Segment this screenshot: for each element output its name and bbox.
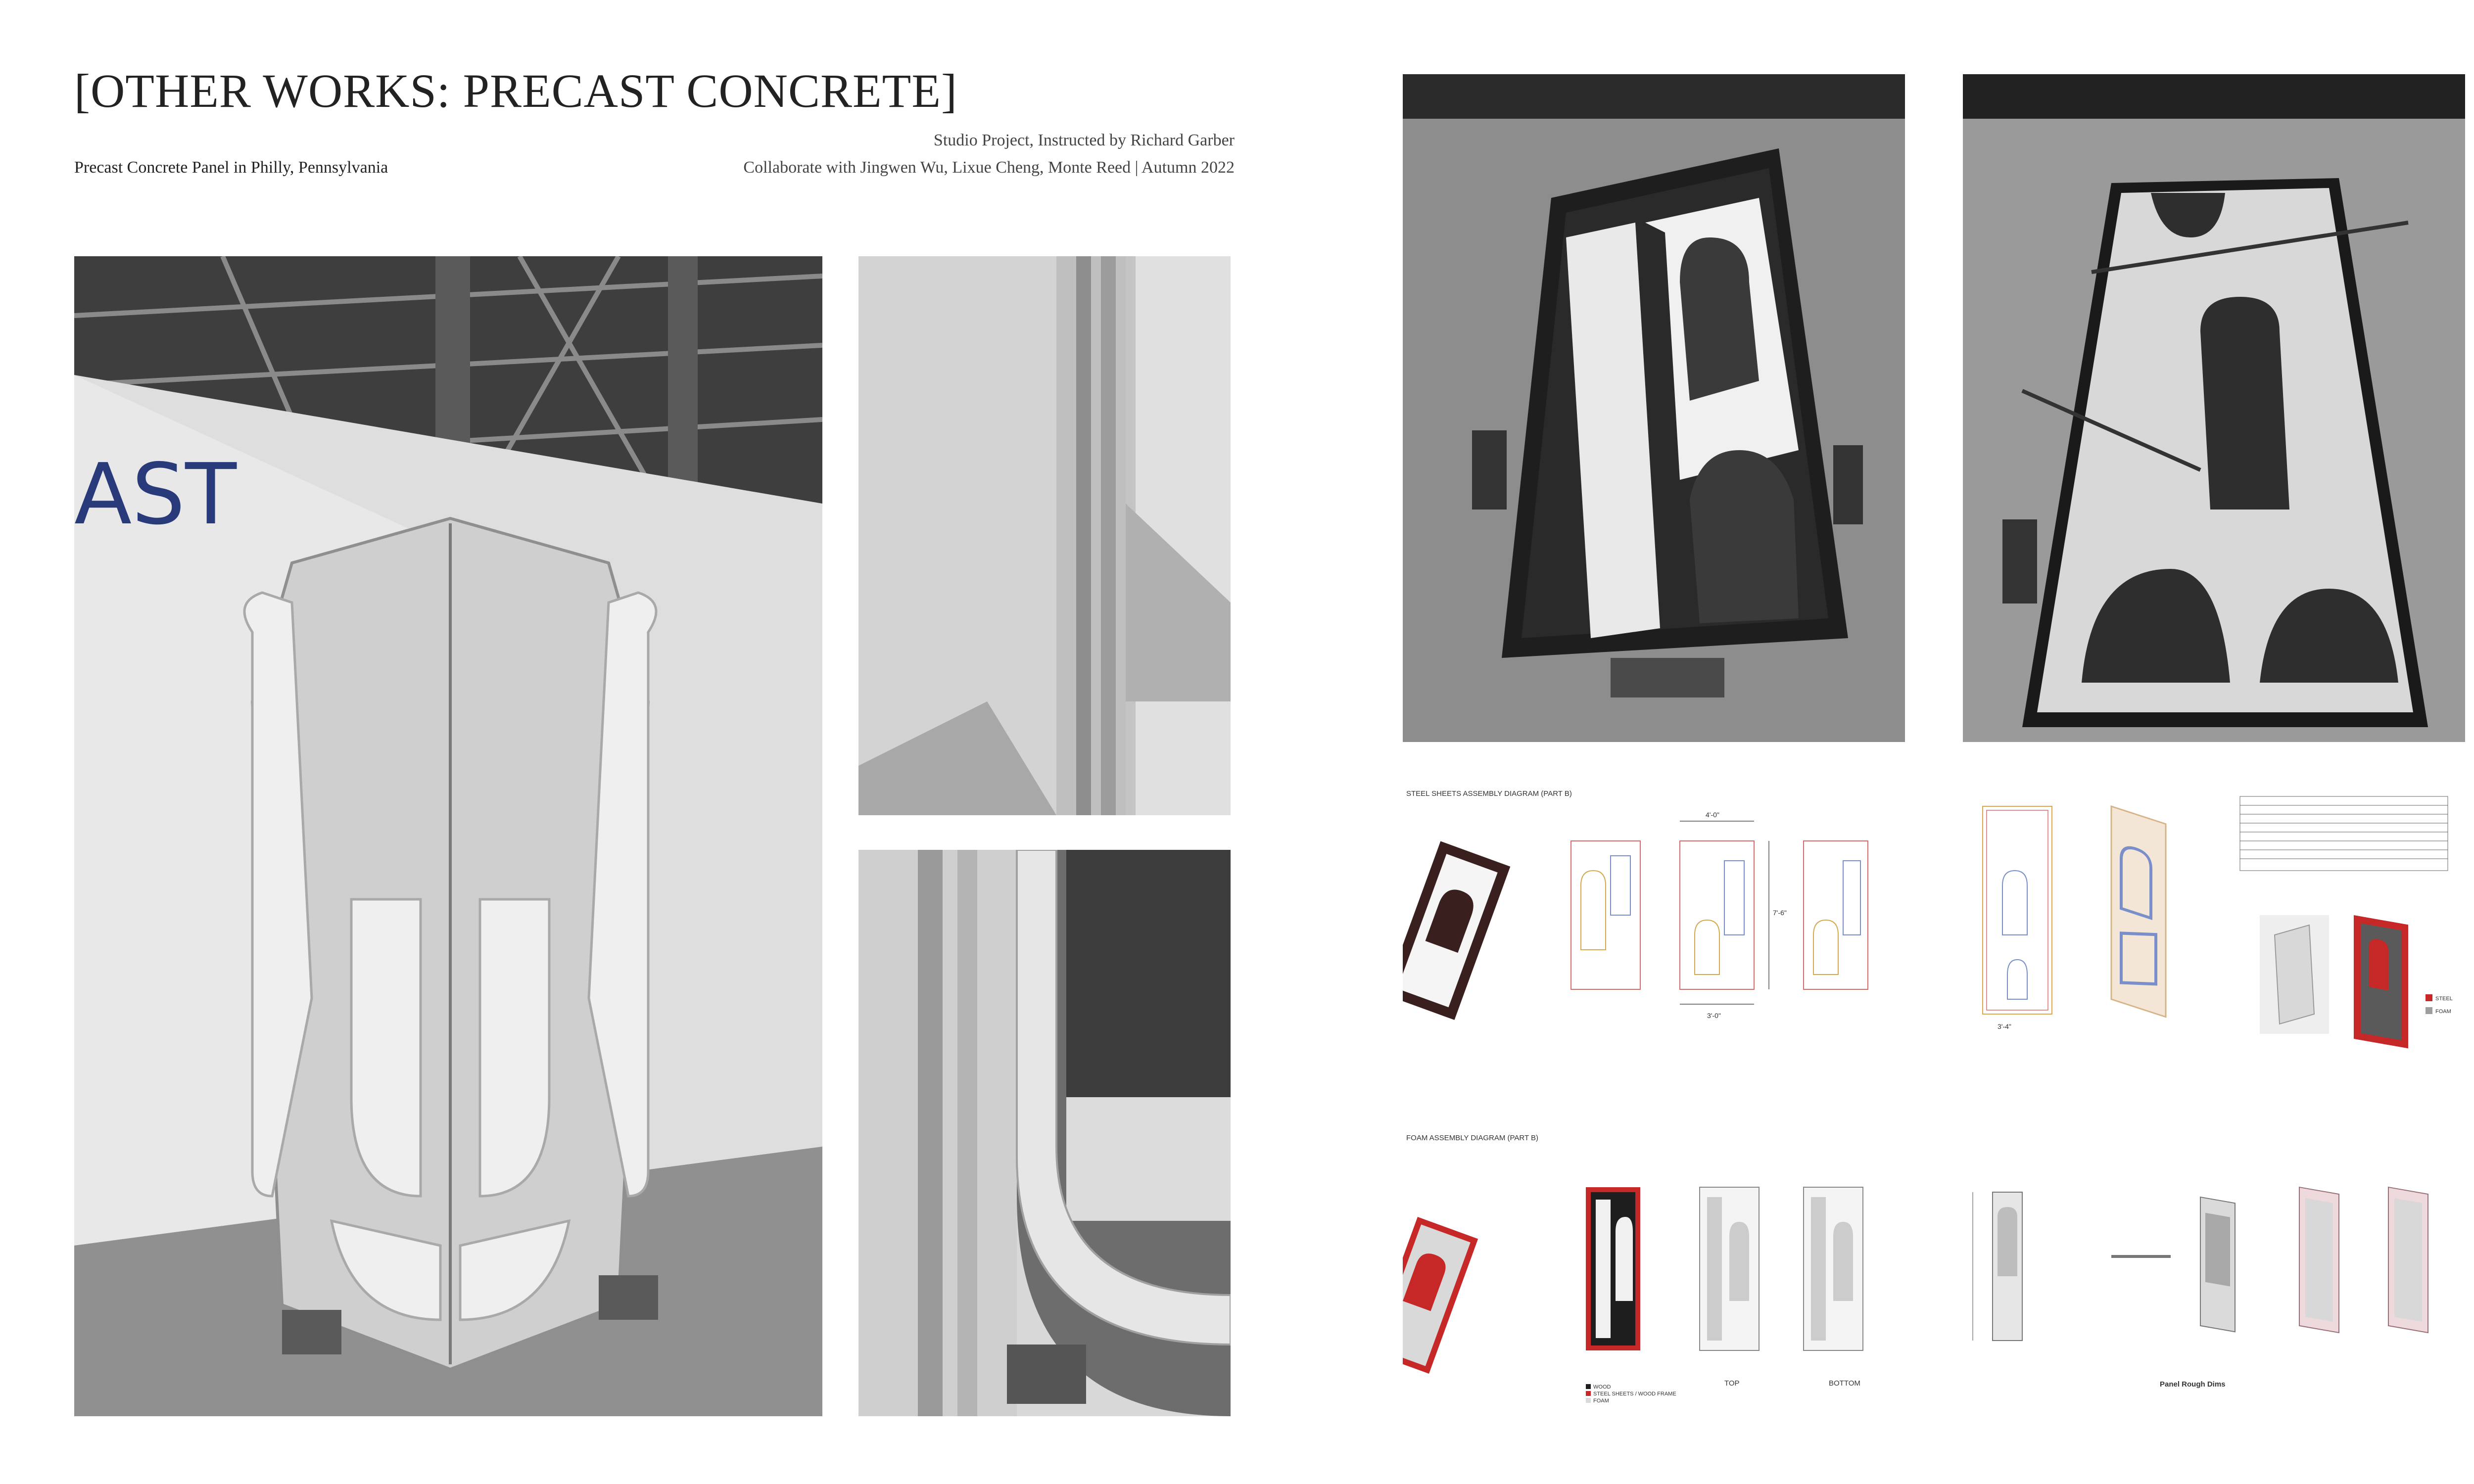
- credit-collaborators: Collaborate with Jingwen Wu, Lixue Cheng, Monte Reed | Autumn 2022: [743, 158, 1235, 177]
- legend2-steel-wood: STEEL SHEETS / WOOD FRAME: [1593, 1391, 1676, 1397]
- detail-photo-edge: [858, 256, 1231, 815]
- casting-photo-poured: [1963, 74, 2465, 742]
- detail-photo-curve: [858, 850, 1231, 1416]
- caption-top: TOP: [1724, 1379, 1740, 1388]
- caption-bottom: BOTTOM: [1829, 1379, 1860, 1388]
- legend2-foam: FOAM: [1593, 1398, 1609, 1404]
- dim-total-width: 4'-0": [1706, 811, 1719, 819]
- wall-sign-text: AST: [74, 446, 237, 544]
- steel-diagram-title: STEEL SHEETS ASSEMBLY DIAGRAM (PART B): [1406, 789, 1572, 798]
- steel-assembly-diagram: [1403, 787, 1905, 1064]
- dim-base: 3'-0": [1707, 1012, 1721, 1020]
- project-subtitle: Precast Concrete Panel in Philly, Pennsylvania: [74, 158, 388, 177]
- panel-parts-diagram: [1963, 787, 2465, 1064]
- main-panel-photo: [74, 256, 822, 1416]
- legend-foam-label: FOAM: [2435, 1009, 2451, 1015]
- foam-diagram-title: FOAM ASSEMBLY DIAGRAM (PART B): [1406, 1134, 1539, 1142]
- panel-rough-dims-diagram: [1963, 1177, 2465, 1385]
- legend2-wood: WOOD: [1593, 1384, 1611, 1390]
- legend-steel-label: STEEL: [2435, 996, 2453, 1002]
- rough-dims-caption: Panel Rough Dims: [2160, 1380, 2226, 1389]
- credit-instructor: Studio Project, Instructed by Richard Garber: [933, 131, 1235, 149]
- foam-assembly-diagram: [1403, 1153, 1905, 1410]
- page-title: [OTHER WORKS: PRECAST CONCRETE]: [74, 64, 957, 117]
- casting-photo-formwork: [1403, 74, 1905, 742]
- dim-total-height: 7'-6": [1773, 909, 1787, 917]
- dim-slab: 3'-4": [1998, 1022, 2011, 1030]
